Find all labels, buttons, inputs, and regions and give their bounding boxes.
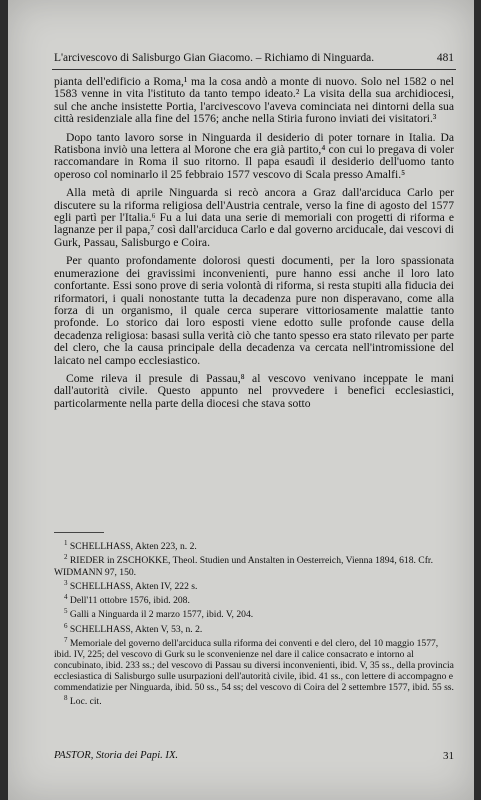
footnote-text: Memoriale del governo dell'arciduca sulla riforma dei conventi e del clero, del 10 maggio 1577, ibid. IV, 225; del vescovo di Gurk su le sconvenienze nel dare il calice consacrato e intorno al concubinato, ibid. 233 ss.; del vescovo di Passau su diversi inconvenienti, ibid. V, 35 ss., della provincia ecclesiastica di Salisburgo sulle usurpazioni dell'autorità civile, ibid. 41 ss., con lettere di accompagno e commendatizie per Ninguarda, ibid. 50 ss., 54 ss; del vescovo di Coira del 2 settembre 1577, ibid. 55 ss. bbox=[54, 637, 454, 694]
footnotes bbox=[54, 538, 454, 708]
footnote-text: Dell'11 ottobre 1576, ibid. 208. bbox=[69, 595, 190, 607]
footnote bbox=[54, 635, 454, 694]
footnote-text: SCHELLHASS, Akten IV, 222 s. bbox=[69, 580, 198, 592]
footnote bbox=[54, 552, 454, 577]
book-page bbox=[8, 0, 474, 800]
footnote-number: 4 bbox=[64, 592, 68, 601]
footnote bbox=[54, 606, 454, 620]
footnote-number: 5 bbox=[64, 607, 68, 616]
footnote-text: RIEDER in ZSCHOKKE, Theol. Studien und Anstalten in Oesterreich, Vienna 1894, 618. Cfr. WIDMANN 97, 150. bbox=[54, 555, 433, 578]
signature-mark: 31 bbox=[443, 750, 454, 762]
footnote-number: 7 bbox=[64, 635, 68, 644]
page-footer bbox=[54, 750, 454, 762]
paragraph: Come rileva il presule di Passau,⁸ al vescovo venivano inceppate le mani dall'autorità civile. Questo appunto nel provvedere i benefici ecclesiastici, particolarmente nella parte della diocesi che stava sotto bbox=[54, 371, 454, 410]
header-rule bbox=[52, 69, 456, 70]
footnote bbox=[54, 592, 454, 606]
paragraph: pianta dell'edificio a Roma,¹ ma la cosa andò a monte di nuovo. Solo nel 1582 o nel 1583 venne in vita l'istituto da tanto tempo ideato.² La visita della sua archidiocesi, sul che anche insistette Portia, l'arcivescovo l'aveva cominciata nei dintorni della sua città residenziale alla fine del 1576; anche nella Stiria furono inviati dei visitatori.³ bbox=[54, 75, 454, 126]
footnote-number: 2 bbox=[64, 553, 68, 562]
paragraph: Dopo tanto lavoro sorse in Ninguarda il desiderio di poter tornare in Italia. Da Ratisbona inviò una lettera al Morone che era già partito,⁴ con cui lo pregava di voler raccomandare in Roma il suo ritorno. Il papa esaudì il desiderio dell'uomo tanto operoso col nominarlo il 25 febbraio 1577 vescovo di Scala presso Amalfi.⁵ bbox=[54, 130, 454, 181]
footnote bbox=[54, 621, 454, 635]
footnote-number: 1 bbox=[64, 539, 68, 547]
footnote-number: 8 bbox=[64, 694, 68, 703]
running-header bbox=[54, 52, 454, 64]
footnote bbox=[54, 693, 454, 707]
paragraph: Per quanto profondamente dolorosi questi documenti, per la loro spassionata enumerazione dei gravissimi inconvenienti, pure hanno essi anche il loro lato confortante. Essi sono prove di seria volontà di riforma, si resta stupiti alla fiducia dei riformatori, i quali nonostante tutta la decadenza pure non disperavano, come alla forza di un organismo, il quale cerca superare vittoriosamente malattie tanto profonde. Lo storico dai loro esposti viene edotto sulle profonde cause della decadenza religiosa: basasi sulla verità ciò che tanto spesso era stato rilevato per parte del clero, che la causa principale della decadenza va cercata nell'intromissione del laicato nel campo ecclesiastico. bbox=[54, 254, 454, 367]
main-text bbox=[54, 76, 454, 410]
footer-source: PASTOR, Storia dei Papi. IX. bbox=[54, 750, 179, 761]
footnote-text: Loc. cit. bbox=[69, 696, 102, 708]
page-number: 481 bbox=[436, 52, 454, 64]
footnote-number: 3 bbox=[64, 578, 68, 587]
footnote bbox=[54, 578, 454, 592]
footnote bbox=[54, 538, 454, 552]
footnote-separator bbox=[54, 532, 104, 533]
footnote-text: SCHELLHASS, Akten 223, n. 2. bbox=[69, 541, 197, 553]
footnote-number: 6 bbox=[64, 621, 68, 630]
footnote-text: Galli a Ninguarda il 2 marzo 1577, ibid. V, 204. bbox=[69, 609, 254, 621]
paragraph: Alla metà di aprile Ninguarda si recò ancora a Graz dall'arciduca Carlo per discutere su la riforma religiosa dell'Austria centrale, verso la fine di agosto del 1577 egli partì per l'Italia.⁶ Fu a lui data una serie di memoriali con progetti di riforma e lagnanze per il papa,⁷ così dall'arciduca Carlo e dal governo arciducale, dai vescovi di Gurk, Passau, Salisburgo e Coira. bbox=[54, 186, 454, 249]
footnote-text: SCHELLHASS, Akten V, 53, n. 2. bbox=[69, 623, 203, 635]
running-title: L'arcivescovo di Salisburgo Gian Giacomo. – Richiamo di Ninguarda. bbox=[54, 52, 375, 64]
